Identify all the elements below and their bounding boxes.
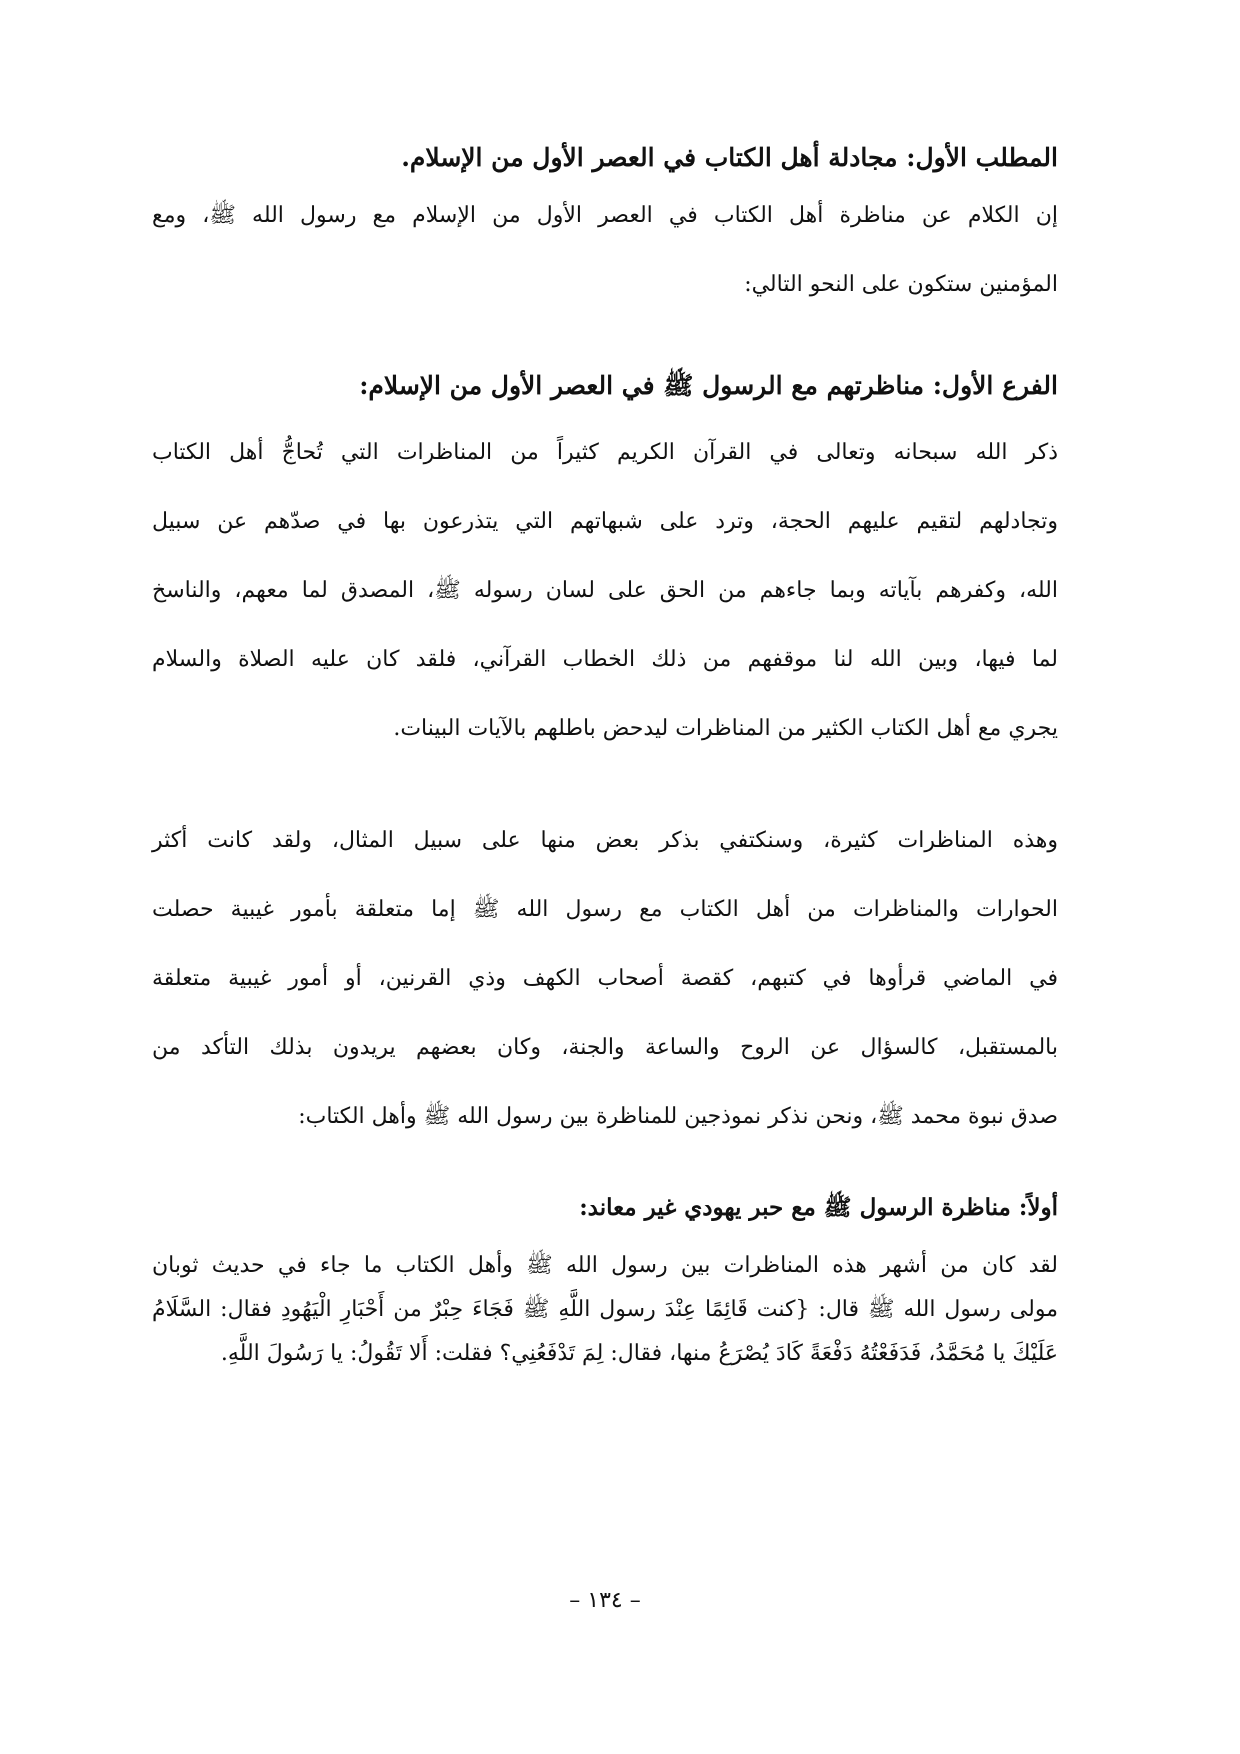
text-line: الحوارات والمناظرات من أهل الكتاب مع رسول الله ﷺ إما متعلقة بأمور غيبية حصلت: [152, 897, 1058, 922]
subsection-heading-awwalan: أولاً: مناظرة الرسول ﷺ مع حبر يهودي غير معاند:: [579, 1194, 1058, 1221]
text-line: في الماضي قرأوها في كتبهم، كقصة أصحاب الكهف وذي القرنين، أو أمور غيبية متعلقة: [152, 966, 1058, 991]
text-line: بالمستقبل، كالسؤال عن الروح والساعة والجنة، وكان بعضهم يريدون بذلك التأكد من: [152, 1035, 1058, 1060]
text-line: الله، وكفرهم بآياته وبما جاءهم من الحق على لسان رسوله ﷺ، المصدق لما معهم، والناسخ: [152, 578, 1058, 603]
paragraph-3: [152, 1244, 1058, 1376]
text-line: وهذه المناظرات كثيرة، وسنكتفي بذكر بعض منها على سبيل المثال، ولقد كانت أكثر: [152, 828, 1058, 853]
intro-paragraph: [152, 181, 1058, 319]
text-line: مولى رسول الله ﷺ قال: {كنت قَائِمًا عِنْدَ رسول اللَّهِ ﷺ فَجَاءَ حِبْرٌ من أَحْبَارِ الْيَهُودِ فقال: السَّلَامُ: [152, 1297, 1058, 1322]
section-heading-far: الفرع الأول: مناظرتهم مع الرسول ﷺ في العصر الأول من الإسلام:: [359, 371, 1058, 400]
text-line: ذكر الله سبحانه وتعالى في القرآن الكريم كثيراً من المناظرات التي تُحاجُّ أهل الكتاب: [152, 440, 1058, 465]
text-line: يجري مع أهل الكتاب الكثير من المناظرات ليدحض باطلهم بالآيات البينات.: [393, 716, 1058, 741]
section-heading-matlab: المطلب الأول: مجادلة أهل الكتاب في العصر الأول من الإسلام.: [401, 143, 1058, 172]
text-line: لقد كان من أشهر هذه المناظرات بين رسول الله ﷺ وأهل الكتاب ما جاء في حديث ثوبان: [152, 1253, 1058, 1278]
text-line: المؤمنين ستكون على النحو التالي:: [744, 272, 1058, 297]
paragraph-2: [152, 806, 1058, 1151]
text-line: لما فيها، وبين الله لنا موقفهم من ذلك الخطاب القرآني، فلقد كان عليه الصلاة والسلام: [152, 647, 1058, 672]
text-line: صدق نبوة محمد ﷺ، ونحن نذكر نموذجين للمناظرة بين رسول الله ﷺ وأهل الكتاب:: [298, 1104, 1058, 1129]
document-page: [152, 0, 1058, 1754]
page-number: – ١٣٤ –: [569, 1588, 641, 1613]
paragraph-1: [152, 418, 1058, 763]
text-line: عَلَيْكَ يا مُحَمَّدُ، فَدَفَعْتُهُ دَفْعَةً كَادَ يُصْرَعُ منها، فقال: لِمَ تَدْفَعُنِي؟ فقلت: أَلا تَقُولُ: يا رَسُولَ اللَّهِ.: [220, 1341, 1058, 1366]
text-line: إن الكلام عن مناظرة أهل الكتاب في العصر الأول من الإسلام مع رسول الله ﷺ، ومع: [152, 203, 1058, 228]
text-line: وتجادلهم لتقيم عليهم الحجة، وترد على شبهاتهم التي يتذرعون بها في صدّهم عن سبيل: [152, 509, 1058, 534]
